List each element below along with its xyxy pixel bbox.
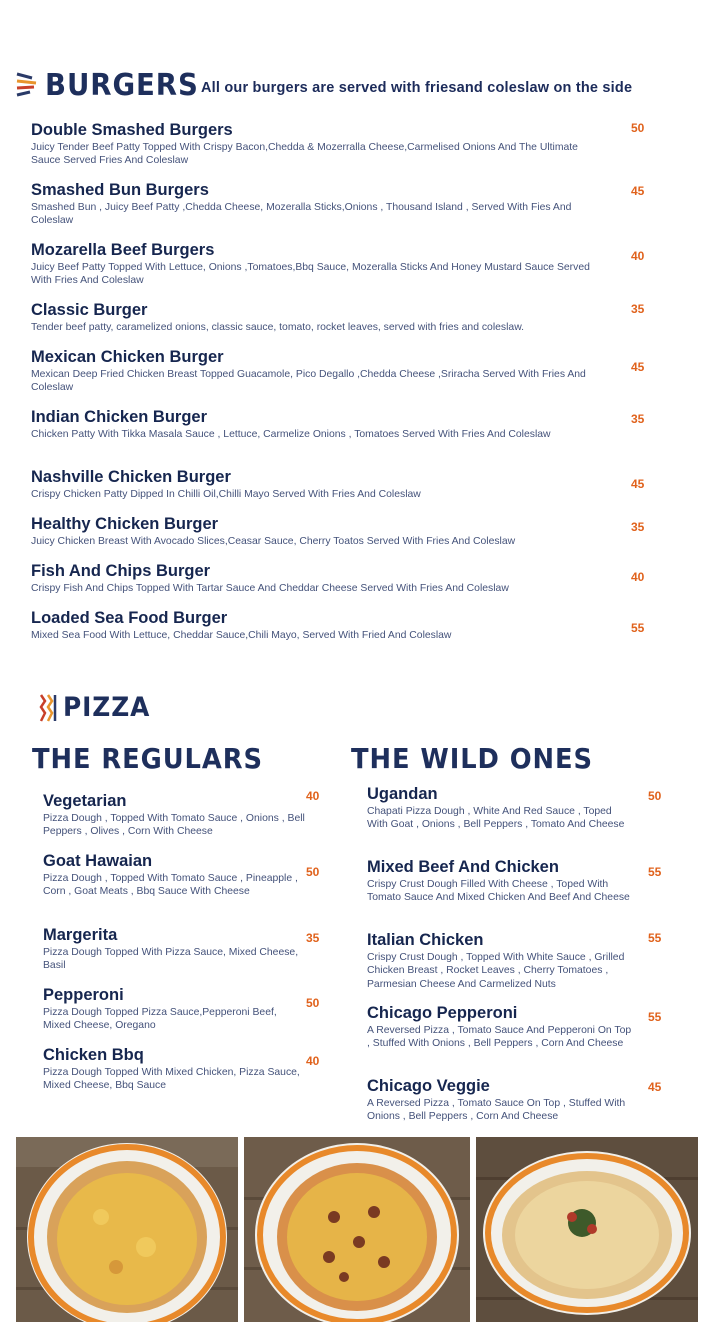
item-description: Juicy Chicken Breast With Avocado Slices,Ceasar Sauce, Cherry Toatos Served With Fries And Coleslaw bbox=[31, 536, 516, 547]
item-description: Chapati Pizza Dough , White And Red Sauce , Toped With Goat , Onions , Bell Peppers , Tomato And Cheese bbox=[367, 806, 625, 831]
item-description: Juicy Beef Patty Topped With Lettuce, Onions ,Tomatoes,Bbq Sauce, Mozeralla Sticks And Honey Mustard Sauce Served With Fries And Coleslaw bbox=[31, 262, 590, 287]
wild-ones-heading: THE WILD ONES bbox=[351, 742, 594, 775]
item-price: 45 bbox=[648, 1080, 662, 1094]
item-name: Pepperoni bbox=[43, 986, 124, 1004]
item-description: Juicy Tender Beef Patty Topped With Crispy Bacon,Chedda & Mozerralla Cheese,Carmelised Onions And The Ultimate Sauce Served Fries And Coleslaw bbox=[31, 142, 578, 167]
item-price: 40 bbox=[306, 789, 320, 803]
stripes-icon bbox=[16, 72, 38, 98]
menu-item bbox=[31, 562, 591, 595]
burgers-note: All our burgers are served with friesand coleslaw on the side bbox=[201, 80, 633, 96]
menu-item bbox=[43, 1046, 305, 1093]
item-description: Pizza Dough , Topped With Tomato Sauce , Pineapple , Corn , Goat Meats , Bbq Sauce With Cheese bbox=[43, 873, 298, 898]
menu-item bbox=[43, 926, 305, 973]
item-price: 35 bbox=[631, 412, 645, 426]
item-description: Crispy Chicken Patty Dipped In Chilli Oil,Chilli Mayo Served With Fries And Coleslaw bbox=[31, 489, 421, 500]
stripes-icon bbox=[38, 693, 58, 723]
item-name: Healthy Chicken Burger bbox=[31, 515, 219, 533]
item-price: 40 bbox=[306, 1054, 320, 1068]
item-name: Indian Chicken Burger bbox=[31, 408, 208, 426]
menu-item bbox=[43, 792, 305, 839]
item-price: 55 bbox=[648, 931, 662, 945]
item-name: Mexican Chicken Burger bbox=[31, 348, 224, 366]
item-description: Crispy Crust Dough Filled With Cheese , Toped With Tomato Sauce And Mixed Chicken And Beef And Cheese bbox=[367, 879, 630, 904]
pizza-photo bbox=[476, 1137, 698, 1322]
pizza-heading: PIZZA bbox=[63, 692, 151, 723]
item-description: Pizza Dough Topped Pizza Sauce,Pepperoni Beef, Mixed Cheese, Oregano bbox=[43, 1007, 277, 1032]
item-description: Pizza Dough Topped With Pizza Sauce, Mixed Cheese, Basil bbox=[43, 947, 299, 972]
item-price: 50 bbox=[631, 121, 645, 135]
menu-item bbox=[31, 609, 591, 642]
item-description: Crispy Crust Dough , Topped With White Sauce , Grilled Chicken Breast , Rocket Leaves , Cherry Tomatoes , Parmesian Cheese And Carmelized Nuts bbox=[367, 952, 625, 990]
item-description: Mixed Sea Food With Lettuce, Cheddar Sauce,Chili Mayo, Served With Fried And Coleslaw bbox=[31, 630, 452, 641]
item-price: 55 bbox=[648, 865, 662, 879]
item-description: Crispy Fish And Chips Topped With Tartar Sauce And Cheddar Cheese Served With Fries And Coleslaw bbox=[31, 583, 509, 594]
menu-item bbox=[367, 1004, 635, 1051]
item-name: Classic Burger bbox=[31, 301, 148, 319]
menu-item bbox=[367, 785, 635, 832]
item-name: Mozarella Beef Burgers bbox=[31, 241, 215, 259]
item-price: 50 bbox=[648, 789, 662, 803]
menu-item bbox=[31, 121, 591, 168]
menu-item bbox=[367, 1077, 635, 1124]
item-name: Double Smashed Burgers bbox=[31, 121, 233, 139]
menu-item bbox=[43, 852, 305, 899]
item-name: Goat Hawaian bbox=[43, 852, 153, 870]
item-description: Tender beef patty, caramelized onions, classic sauce, tomato, rocket leaves, served with fries and coleslaw. bbox=[31, 322, 525, 333]
menu-item bbox=[31, 515, 591, 548]
item-description: Mexican Deep Fried Chicken Breast Topped Guacamole, Pico Degallo ,Chedda Cheese ,Sriracha Served With Fries And Coleslaw bbox=[31, 369, 586, 394]
item-name: Loaded Sea Food Burger bbox=[31, 609, 228, 627]
item-price: 55 bbox=[648, 1010, 662, 1024]
item-price: 45 bbox=[631, 360, 645, 374]
item-price: 35 bbox=[631, 520, 645, 534]
item-price: 50 bbox=[306, 865, 320, 879]
item-price: 45 bbox=[631, 184, 645, 198]
menu-item bbox=[31, 408, 591, 441]
item-name: Chicken Bbq bbox=[43, 1046, 144, 1064]
pizza-photo bbox=[16, 1137, 238, 1322]
menu-item bbox=[31, 241, 591, 288]
item-name: Smashed Bun Burgers bbox=[31, 181, 209, 199]
item-name: Chicago Pepperoni bbox=[367, 1004, 518, 1022]
item-description: A Reversed Pizza , Tomato Sauce On Top , Stuffed With Onions , Bell Peppers , Corn And Cheese bbox=[367, 1098, 626, 1123]
menu-item bbox=[31, 348, 591, 395]
item-name: Mixed Beef And Chicken bbox=[367, 858, 559, 876]
item-price: 35 bbox=[306, 931, 320, 945]
item-description: Pizza Dough Topped With Mixed Chicken, Pizza Sauce, Mixed Cheese, Bbq Sauce bbox=[43, 1067, 300, 1092]
menu-item bbox=[31, 181, 591, 228]
item-description: Pizza Dough , Topped With Tomato Sauce , Onions , Bell Peppers , Olives , Corn With Cheese bbox=[43, 813, 305, 838]
menu-item bbox=[367, 931, 635, 991]
item-name: Nashville Chicken Burger bbox=[31, 468, 231, 486]
menu-item bbox=[31, 468, 591, 501]
item-name: Vegetarian bbox=[43, 792, 127, 810]
item-description: Chicken Patty With Tikka Masala Sauce , Lettuce, Carmelize Onions , Tomatoes Served With Fries And Coleslaw bbox=[31, 429, 551, 440]
menu-item bbox=[31, 301, 591, 334]
regulars-heading: THE REGULARS bbox=[32, 742, 263, 775]
item-description: A Reversed Pizza , Tomato Sauce And Pepperoni On Top , Stuffed With Onions , Bell Peppers , Corn And Cheese bbox=[367, 1025, 632, 1050]
burgers-heading: BURGERS bbox=[45, 68, 199, 103]
item-price: 35 bbox=[631, 302, 645, 316]
item-name: Fish And Chips Burger bbox=[31, 562, 211, 580]
pizza-photo bbox=[244, 1137, 470, 1322]
item-name: Chicago Veggie bbox=[367, 1077, 490, 1095]
item-price: 40 bbox=[631, 249, 645, 263]
item-price: 45 bbox=[631, 477, 645, 491]
item-name: Margerita bbox=[43, 926, 118, 944]
item-price: 40 bbox=[631, 570, 645, 584]
item-price: 50 bbox=[306, 996, 320, 1010]
menu-item bbox=[43, 986, 305, 1033]
item-price: 55 bbox=[631, 621, 645, 635]
item-name: Ugandan bbox=[367, 785, 438, 803]
item-name: Italian Chicken bbox=[367, 931, 484, 949]
menu-item bbox=[367, 858, 635, 905]
item-description: Smashed Bun , Juicy Beef Patty ,Chedda Cheese, Mozeralla Sticks,Onions , Thousand Island , Served With Fies And Coleslaw bbox=[31, 202, 572, 227]
